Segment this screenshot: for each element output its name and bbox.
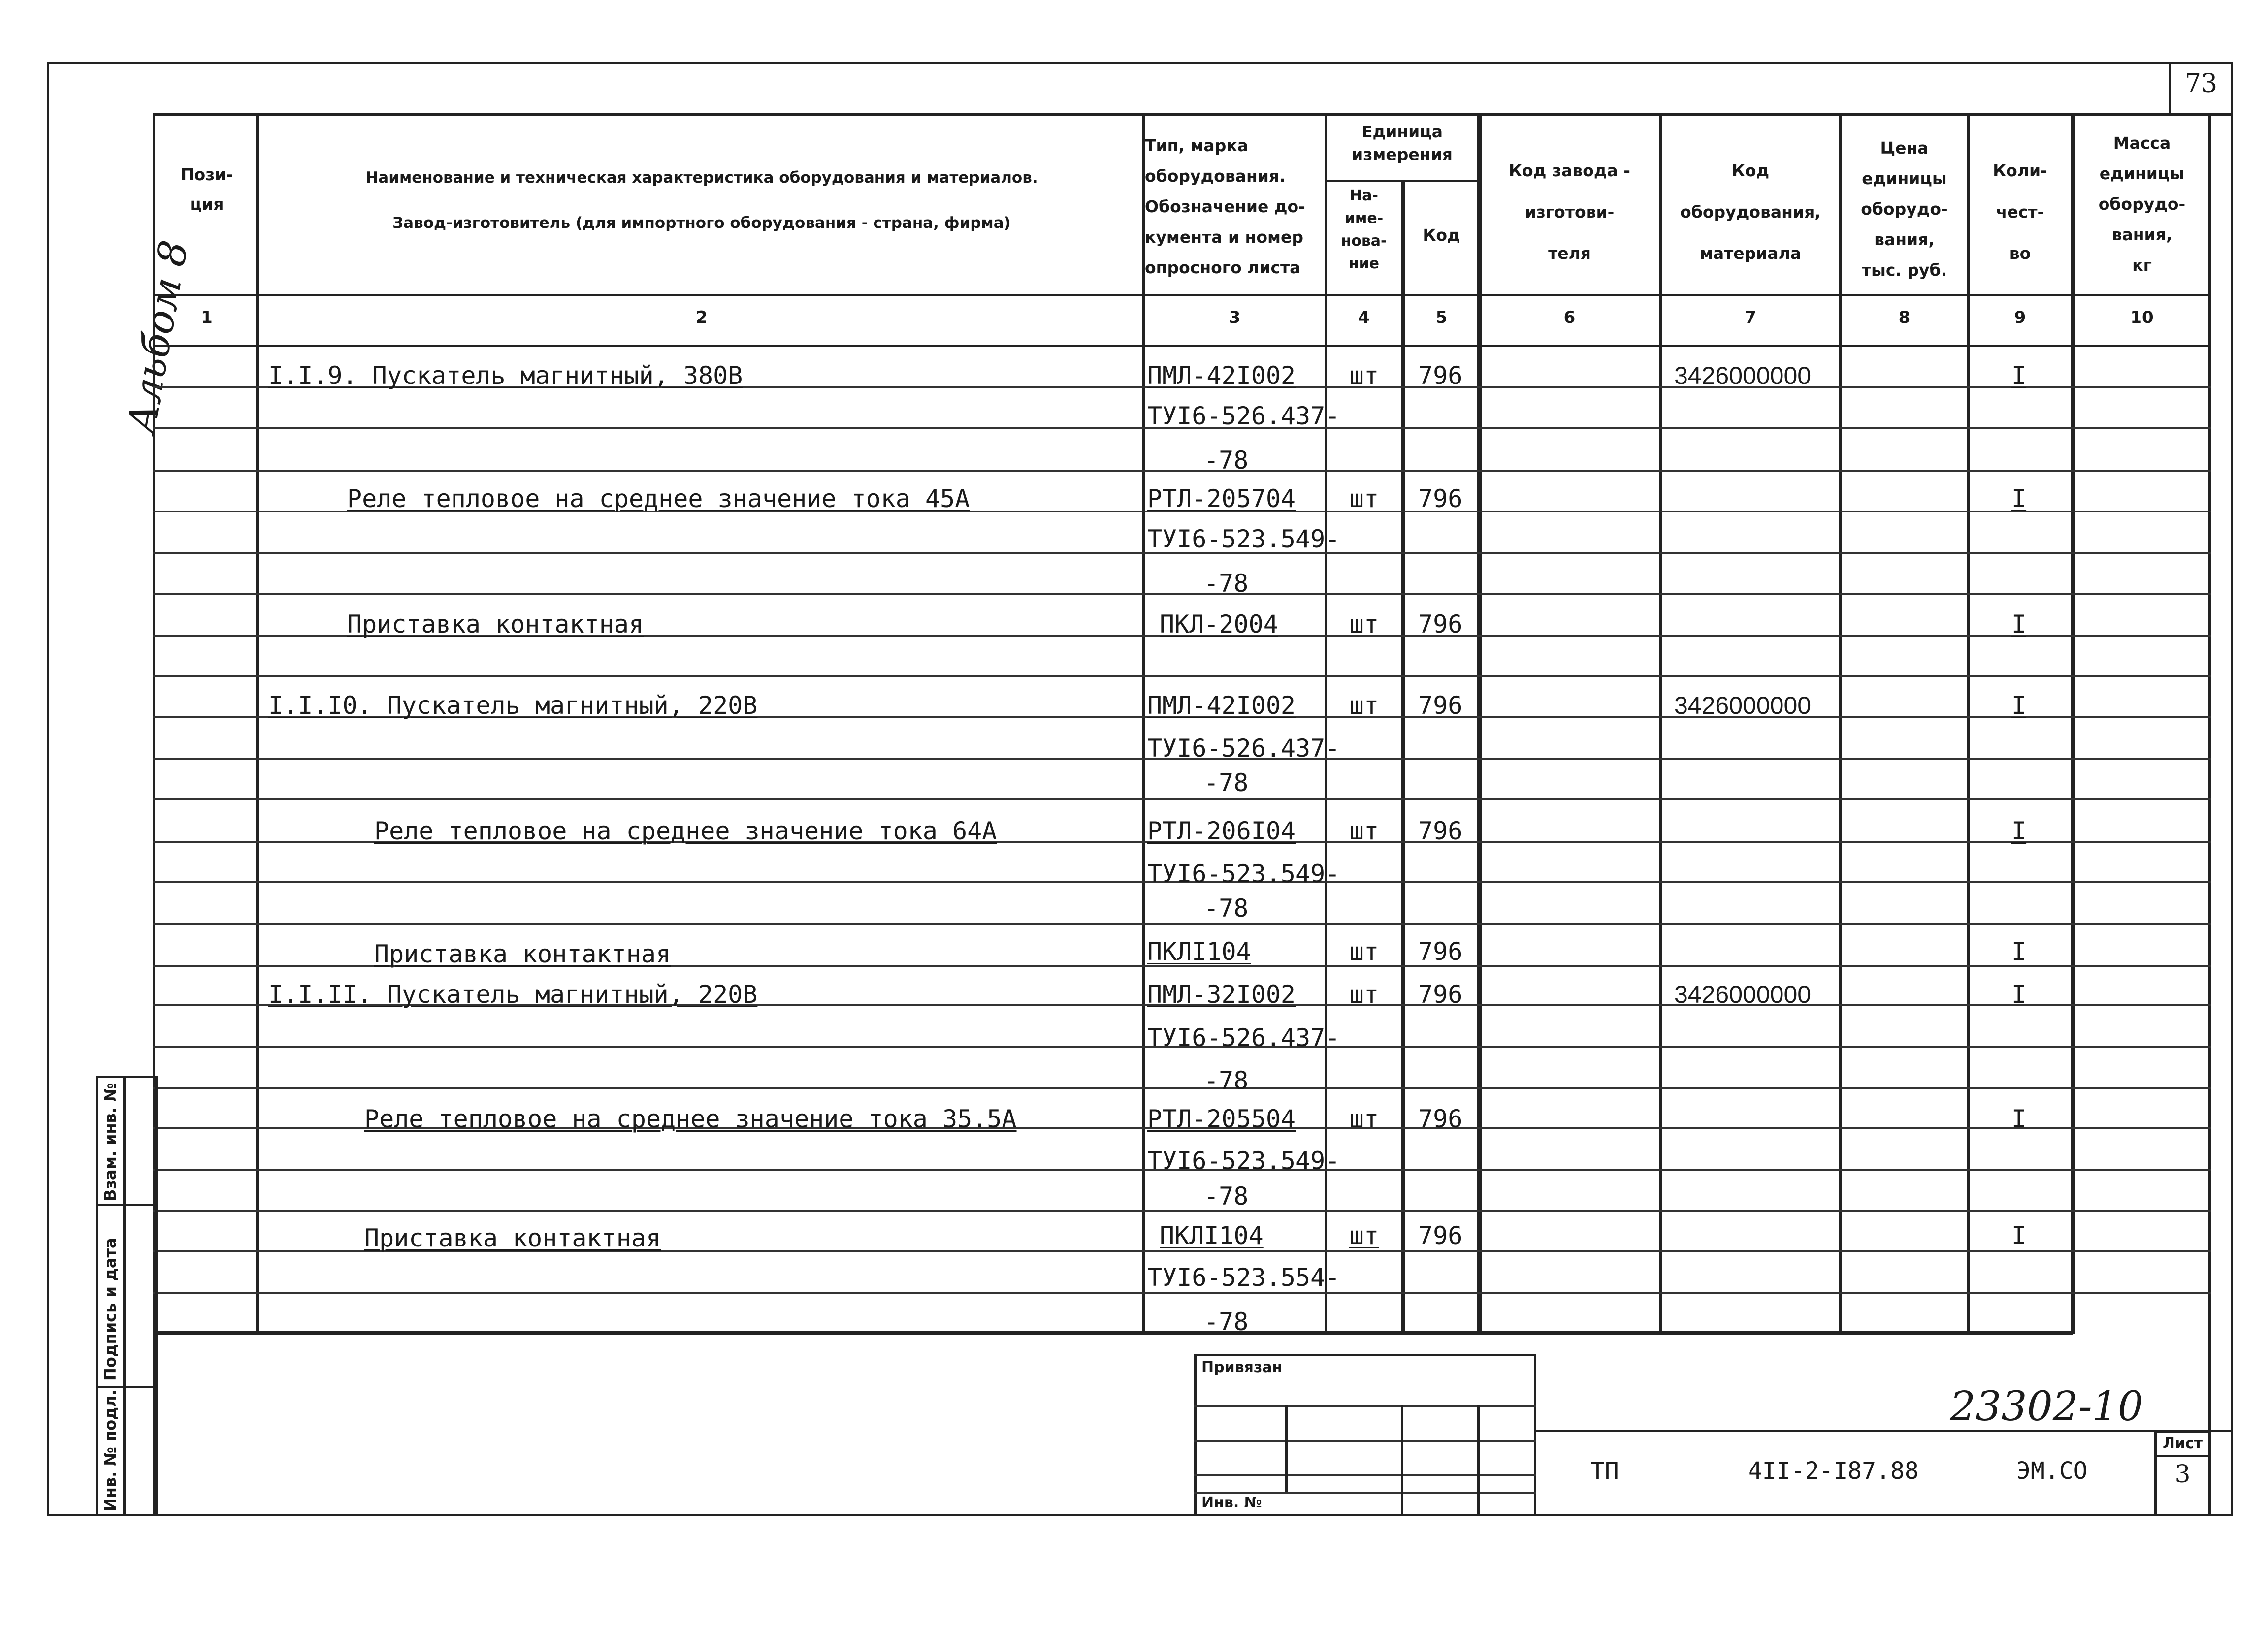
row-3-unit: шт — [1349, 610, 1379, 638]
row-6-qty: I — [2011, 937, 2027, 966]
col-line-6 — [1659, 113, 1662, 1334]
col-line-1 — [256, 113, 259, 1334]
col-line-2 — [1142, 113, 1145, 1334]
row-9-code: 796 — [1418, 1221, 1463, 1250]
row-5-code: 796 — [1418, 817, 1463, 845]
row-5-type-1: РТЛ-206I04 — [1147, 817, 1296, 845]
doc-number-handwritten: 23302-10 — [1950, 1383, 2143, 1430]
row-6-name: Приставка контактная — [374, 940, 671, 968]
privyazan-line — [1194, 1492, 1536, 1494]
row-8-qty: I — [2011, 1105, 2027, 1133]
col-line-7 — [1839, 113, 1842, 1334]
header-col7: Код оборудования, материала — [1680, 161, 1821, 263]
row-3-name: Приставка контактная — [347, 610, 644, 638]
stamp-project: 4II-2-I87.88 — [1748, 1457, 1919, 1485]
inv-no-label: Инв. № — [1201, 1494, 1262, 1511]
row-7-type-3: -78 — [1204, 1066, 1249, 1095]
colnum-8: 8 — [1898, 308, 1911, 327]
row-7-qty: I — [2011, 980, 2027, 1009]
album-label: Альбом 8 — [118, 237, 197, 437]
row-5-type-3: -78 — [1204, 894, 1249, 923]
rule-line — [153, 470, 2211, 472]
row-8-type-1: РТЛ-205504 — [1147, 1105, 1296, 1133]
colnum-bottom-line — [153, 345, 2211, 347]
row-8-type-3: -78 — [1204, 1182, 1249, 1211]
header-col2: Наименование и техническая характеристика оборудования и материалов. Завод-изготовитель (для импортного оборудования - страна, фирма) — [365, 169, 1038, 232]
row-7-type-1: ПМЛ-32I002 — [1147, 980, 1296, 1009]
row-4-code: 796 — [1418, 691, 1463, 720]
colnum-3: 3 — [1229, 308, 1241, 327]
row-8-code: 796 — [1418, 1105, 1463, 1133]
side-stamp-line — [96, 1204, 158, 1206]
row-1-qty: I — [2011, 361, 2027, 390]
colnum-9: 9 — [2014, 308, 2026, 327]
row-3-qty: I — [2011, 610, 2027, 638]
row-1-code: 796 — [1418, 361, 1463, 390]
row-5-type-2: ТУI6-523.549- — [1147, 860, 1340, 888]
row-6-type-1: ПКЛI104 — [1147, 937, 1251, 966]
sheet-label: Лист — [2162, 1435, 2203, 1452]
rule-line — [153, 923, 2211, 925]
body-bottom-line — [153, 1331, 2073, 1335]
row-9-type-2: ТУI6-523.554- — [1147, 1263, 1340, 1292]
row-9-type-1: ПКЛI104 — [1160, 1221, 1264, 1250]
row-2-name: Реле тепловое на среднее значение тока 45А — [347, 484, 970, 513]
col-line-9 — [2071, 113, 2075, 1334]
row-3-code: 796 — [1418, 610, 1463, 638]
row-9-name: Приставка контактная — [364, 1224, 661, 1252]
row-2-type-1: РТЛ-205704 — [1147, 484, 1296, 513]
row-1-type-1: ПМЛ-42I002 — [1147, 361, 1296, 390]
col-line-8 — [1967, 113, 1970, 1334]
col-line-4 — [1401, 180, 1405, 1334]
row-7-unit: шт — [1349, 980, 1379, 1009]
rule-line — [153, 1210, 2211, 1212]
colnum-1: 1 — [201, 308, 213, 327]
rule-line — [153, 1292, 2211, 1294]
row-7-name: I.I.II. Пускатель магнитный, 220В — [268, 980, 758, 1009]
header-col9: Коли- чест- во — [1993, 161, 2047, 263]
privyazan-line — [1194, 1440, 1536, 1442]
row-1-type-2: ТУI6-526.437- — [1147, 402, 1340, 430]
row-8-name: Реле тепловое на среднее значение тока 35.5А — [364, 1105, 1017, 1133]
row-9-unit: шт — [1349, 1221, 1379, 1250]
privyazan-col — [1477, 1405, 1480, 1516]
title-block-line — [1536, 1430, 2233, 1432]
header-col4: На- име- нова- ние — [1341, 187, 1387, 272]
colnum-6: 6 — [1563, 308, 1576, 327]
row-5-qty: I — [2011, 817, 2027, 845]
header-col6: Код завода - изготови- теля — [1509, 161, 1630, 263]
row-3-type-1: ПКЛ-2004 — [1160, 610, 1278, 638]
row-4-qty: I — [2011, 691, 2027, 720]
header-col1: Пози- ция — [180, 165, 233, 214]
row-2-qty: I — [2011, 484, 2027, 513]
header-col5: Код — [1423, 225, 1460, 245]
rule-line — [153, 1087, 2211, 1089]
privyazan-col — [1285, 1405, 1288, 1492]
row-2-code: 796 — [1418, 484, 1463, 513]
page-number: 73 — [2184, 69, 2218, 98]
colnum-2: 2 — [696, 308, 708, 327]
row-9-qty: I — [2011, 1221, 2027, 1250]
row-7-equip-code: 3426000000 — [1674, 981, 1812, 1008]
row-5-unit: шт — [1349, 817, 1379, 845]
colnum-10: 10 — [2130, 308, 2154, 327]
privyazan-col — [1401, 1405, 1403, 1516]
row-2-unit: шт — [1349, 484, 1379, 513]
row-8-unit: шт — [1349, 1105, 1379, 1133]
rule-line — [153, 798, 2211, 800]
row-1-equip-code: 3426000000 — [1674, 362, 1812, 389]
colnum-4: 4 — [1358, 308, 1370, 327]
header-col10: Масса единицы оборудо- вания, кг — [2098, 133, 2186, 275]
col-line-5 — [1477, 113, 1482, 1334]
row-4-unit: шт — [1349, 691, 1379, 720]
side-label-vzam: Взам. инв. № — [101, 1083, 120, 1201]
stamp-tp: ТП — [1590, 1457, 1619, 1485]
side-label-inv-podl: Инв. № подл. — [101, 1389, 120, 1511]
row-4-equip-code: 3426000000 — [1674, 692, 1812, 719]
row-6-unit: шт — [1349, 937, 1379, 966]
stamp-section: ЭМ.СО — [2016, 1457, 2088, 1485]
row-1-unit: шт — [1349, 361, 1379, 390]
rule-line — [153, 593, 2211, 595]
side-stamp-divider — [123, 1076, 126, 1516]
row-2-type-2: ТУI6-523.549- — [1147, 525, 1340, 553]
sheet-box-line — [2154, 1455, 2211, 1457]
sheet-number: 3 — [2174, 1460, 2191, 1488]
row-2-type-3: -78 — [1204, 569, 1249, 598]
row-7-code: 796 — [1418, 980, 1463, 1009]
colnum-5: 5 — [1435, 308, 1448, 327]
row-4-type-1: ПМЛ-42I002 — [1147, 691, 1296, 720]
row-4-type-3: -78 — [1204, 768, 1249, 797]
row-8-type-2: ТУI6-523.549- — [1147, 1147, 1340, 1175]
privyazan-label: Привязан — [1201, 1359, 1283, 1376]
header-col3: Тип, марка оборудования. Обозначение до- кумента и номер опросного листа — [1145, 136, 1305, 277]
privyazan-line — [1194, 1474, 1536, 1476]
header-unit-group: Единица измерения — [1352, 122, 1453, 164]
row-7-type-2: ТУI6-526.437- — [1147, 1023, 1340, 1052]
row-4-type-2: ТУI6-526.437- — [1147, 734, 1340, 763]
side-stamp-line — [96, 1386, 158, 1388]
row-1-name: I.I.9. Пускатель магнитный, 380В — [268, 361, 743, 390]
privyazan-line — [1194, 1405, 1536, 1407]
colnum-7: 7 — [1745, 308, 1756, 327]
row-5-name: Реле тепловое на среднее значение тока 64А — [374, 817, 997, 845]
row-6-code: 796 — [1418, 937, 1463, 966]
rule-line — [153, 675, 2211, 677]
header-col8: Цена единицы оборудо- вания, тыс. руб. — [1861, 138, 1948, 280]
side-label-podpis: Подпись и дата — [101, 1238, 120, 1381]
row-1-type-3: -78 — [1204, 446, 1249, 475]
row-4-name: I.I.I0. Пускатель магнитный, 220В — [268, 691, 758, 720]
row-9-type-3: -78 — [1204, 1308, 1249, 1336]
header-bottom-line — [153, 294, 2211, 296]
